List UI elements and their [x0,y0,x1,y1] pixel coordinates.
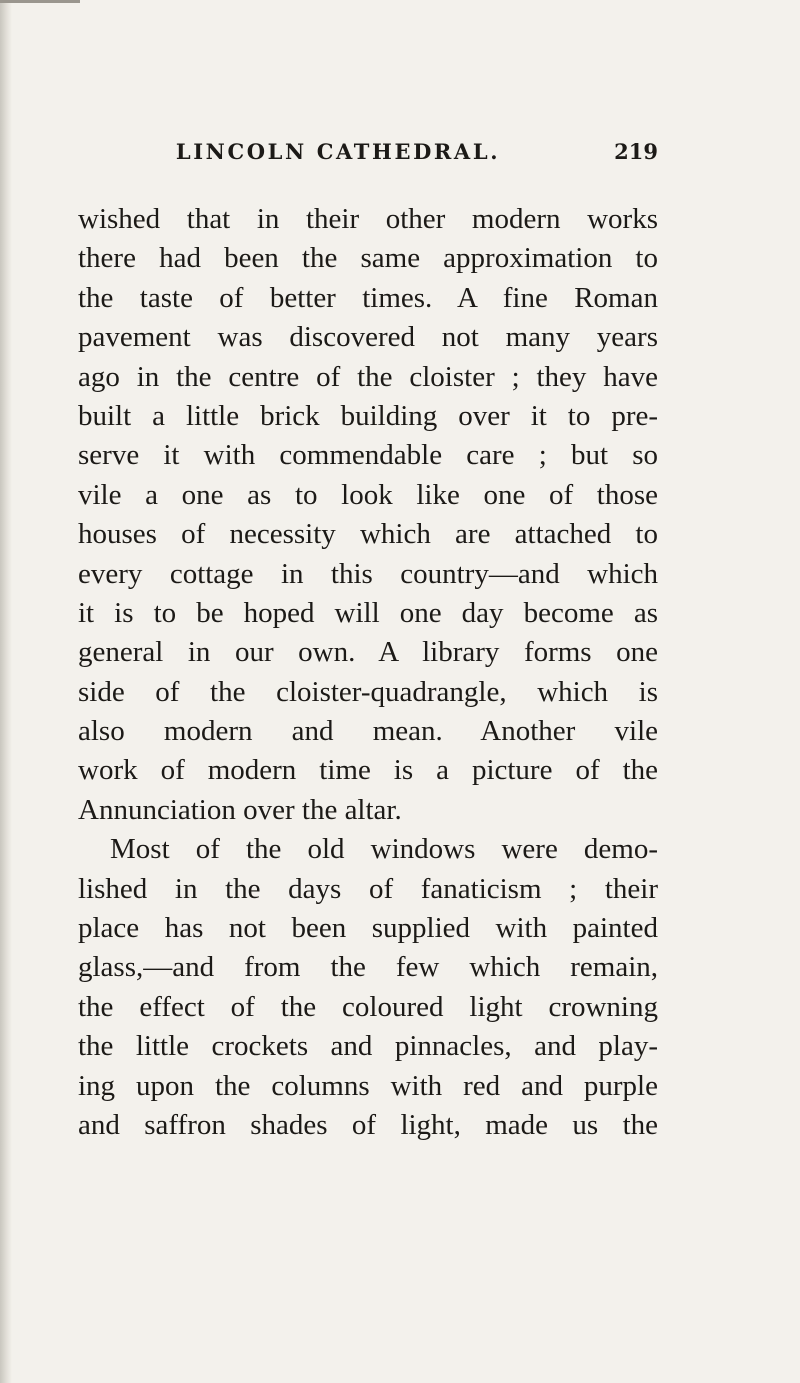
text-line: lished in the days of fanaticism ; their [78,872,658,905]
text-line: also modern and mean. Another vile [78,715,658,748]
paragraph-end-line: Annunciation over the altar. [78,793,402,826]
text-line: it is to be hoped will one day become as [78,596,658,629]
paragraph-start-line: Most of the old windows were demo- [110,833,658,866]
text-line: general in our own. A library forms one [78,636,658,669]
text-line: ing upon the columns with red and purple [78,1069,658,1102]
text-line: the effect of the coloured light crowning [78,990,658,1023]
text-line: vile a one as to look like one of those [78,478,658,511]
running-head: LINCOLN CATHEDRAL. [175,139,501,164]
page-header [78,134,658,170]
text-line: serve it with commendable care ; but so [78,439,658,472]
text-line: the little crockets and pinnacles, and play- [78,1030,658,1063]
text-line: and saffron shades of light, made us the [78,1108,658,1141]
top-edge-rule [0,0,80,3]
text-line: wished that in their other modern works [78,203,658,235]
text-line: every cottage in this country—and which [78,557,658,590]
body-text [78,200,658,1145]
text-line: the taste of better times. A fine Roman [78,281,658,314]
page-number: 219 [614,139,658,164]
text-line: there had been the same approximation to [78,242,658,275]
text-line: side of the cloister-quadrangle, which is [78,675,658,708]
text-line: glass,—and from the few which remain, [78,951,658,984]
text-line: houses of necessity which are attached to [78,518,658,551]
text-line: built a little brick building over it to pre- [78,399,658,432]
text-line: ago in the centre of the cloister ; they have [78,360,658,393]
text-line: work of modern time is a picture of the [78,754,658,787]
text-line: place has not been supplied with painted [78,912,658,945]
text-line: pavement was discovered not many years [78,321,658,354]
binding-edge [0,0,12,1383]
